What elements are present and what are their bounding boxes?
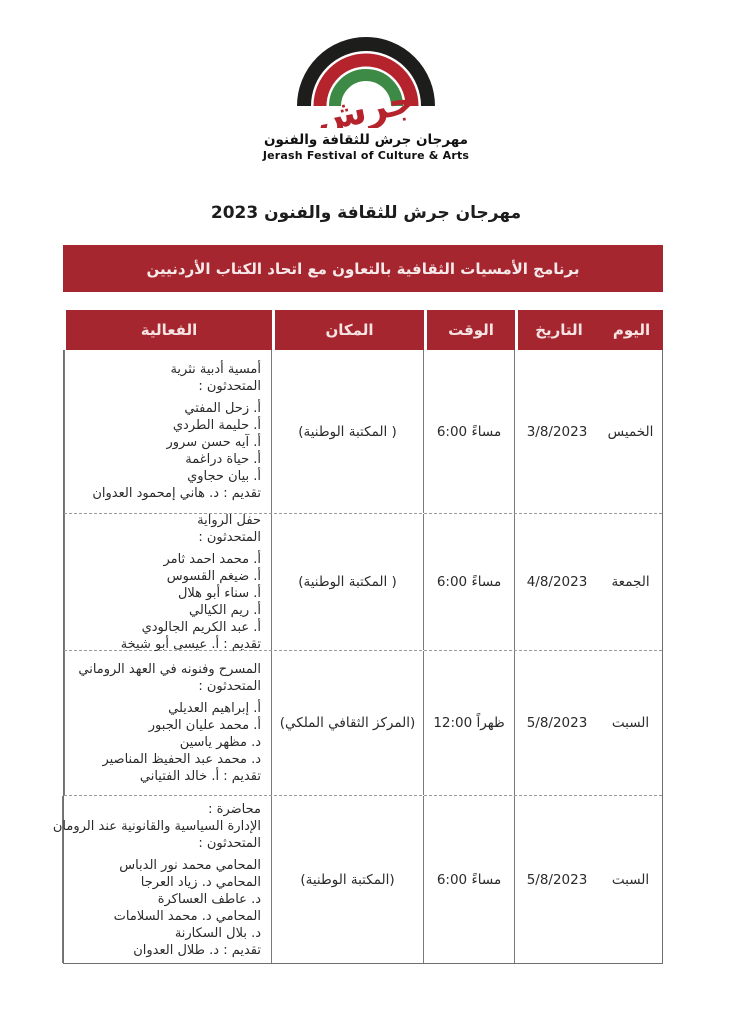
table-row	[64, 650, 662, 795]
time-cell	[423, 514, 514, 650]
activity-line: حفل الرواية	[197, 512, 261, 528]
activity-line: الإدارة السياسية والقانونية عند الرومان	[52, 818, 261, 834]
time-cell	[423, 350, 514, 513]
activity-line: أ. بيان حجاوي	[187, 469, 261, 484]
activity-cell	[64, 514, 271, 650]
activity-cell	[52, 796, 271, 963]
program-banner	[63, 245, 663, 292]
activity-line: المتحدثون :	[198, 835, 261, 851]
activity-line: المتحدثون :	[198, 679, 261, 694]
activity-line: المسرح وفنونه في العهد الروماني	[78, 662, 261, 677]
header-date: التاريخ	[515, 310, 600, 350]
day-cell: الخميس	[607, 423, 654, 440]
date-cell	[514, 350, 599, 513]
day-cell: السبت	[611, 871, 650, 888]
activity-line: أ. ضيغم القسوس	[166, 568, 261, 584]
activity-line: محاضرة :	[208, 801, 261, 817]
table-body	[52, 350, 663, 964]
time-value: 6:00 مساءً	[436, 871, 502, 888]
logo-english-name: Jerash Festival of Culture & Arts	[262, 148, 470, 162]
day-cell: السبت	[611, 715, 650, 731]
jerash-calligraphy: جرش	[311, 78, 419, 128]
activity-line: المتحدثون :	[198, 379, 261, 394]
activity-cell	[64, 350, 271, 513]
activity-line: د. بلال السكارنة	[174, 925, 261, 941]
activity-line: أ. حياة دراغمة	[185, 452, 261, 467]
date-value: 5/8/2023	[526, 871, 588, 888]
header-day: اليوم	[600, 310, 663, 350]
venue-cell: (المكتبة الوطنية)	[271, 796, 423, 963]
venue-cell: ( المكتبة الوطنية)	[271, 514, 423, 650]
date-cell	[514, 514, 599, 650]
activity-line: أمسية أدبية نثرية	[170, 362, 261, 377]
activity-line: أ. حليمة الطردي	[172, 418, 261, 433]
venue-cell: ( المكتبة الوطنية)	[271, 350, 423, 513]
table-row	[52, 795, 662, 963]
logo-arabic-name: مهرجان جرش للثقافة والفنون	[263, 132, 469, 148]
activity-line: أ. آيه حسن سرور	[166, 435, 261, 450]
table-row	[64, 350, 662, 513]
day-cell: الجمعة	[611, 574, 650, 590]
activity-line: أ. ريم الكيالي	[189, 602, 261, 618]
activity-line: تقديم : د. طلال العدوان	[133, 942, 261, 958]
activity-line: المحامي د. محمد السلامات	[113, 908, 261, 924]
activity-line: تقديم : أ. خالد الفتياني	[139, 769, 261, 784]
date-cell	[514, 651, 599, 795]
schedule-table	[52, 310, 663, 964]
activity-line: د. مظهر ياسين	[179, 735, 261, 750]
activity-line: أ. عبد الكريم الجالودي	[141, 619, 261, 635]
activity-line: أ. محمد عليان الجبور	[148, 718, 261, 733]
rainbow-arcs-icon	[291, 24, 441, 128]
time-cell	[423, 796, 514, 963]
activity-cell	[64, 651, 271, 795]
activity-line: أ. محمد احمد ثامر	[163, 551, 261, 567]
activity-line: المتحدثون :	[198, 529, 261, 545]
date-value: 4/8/2023	[526, 574, 588, 590]
activity-line: المحامي د. زياد العرجا	[140, 874, 261, 890]
table-header-row	[63, 310, 663, 350]
activity-line: أ. إبراهيم العديلي	[168, 701, 261, 716]
header-venue: المكان	[272, 310, 424, 350]
date-value: 5/8/2023	[526, 715, 588, 731]
time-value: 12:00 ظهراً	[433, 715, 505, 731]
activity-line: د. عاطف العساكرة	[157, 891, 261, 907]
time-value: 6:00 مساءً	[436, 423, 502, 440]
time-cell	[423, 651, 514, 795]
activity-line: تقديم : أ. عيسى أبو شيخة	[120, 636, 261, 652]
time-value: 6:00 مساءً	[436, 574, 502, 590]
activity-line: أ. سناء أبو هلال	[177, 585, 261, 601]
page-title: مهرجان جرش للثقافة والفنون 2023	[210, 203, 522, 223]
activity-line: المحامي محمد نور الدباس	[119, 857, 261, 873]
date-value: 3/8/2023	[526, 423, 588, 440]
activity-line: أ. زحل المفتي	[184, 401, 261, 416]
table-row	[64, 513, 662, 650]
venue-cell: (المركز الثقافي الملكي)	[271, 651, 423, 795]
header-activity: الفعالية	[63, 310, 272, 350]
activity-line: د. محمد عبد الحفيظ المناصير	[102, 752, 261, 767]
program-banner-text: برنامج الأمسيات الثقافية بالتعاون مع اتحاد الكتاب الأردنيين	[146, 259, 580, 278]
festival-logo	[0, 24, 732, 163]
header-time: الوقت	[424, 310, 515, 350]
date-cell	[514, 796, 599, 963]
activity-line: تقديم : د. هاني إمحمود العدوان	[92, 486, 261, 501]
